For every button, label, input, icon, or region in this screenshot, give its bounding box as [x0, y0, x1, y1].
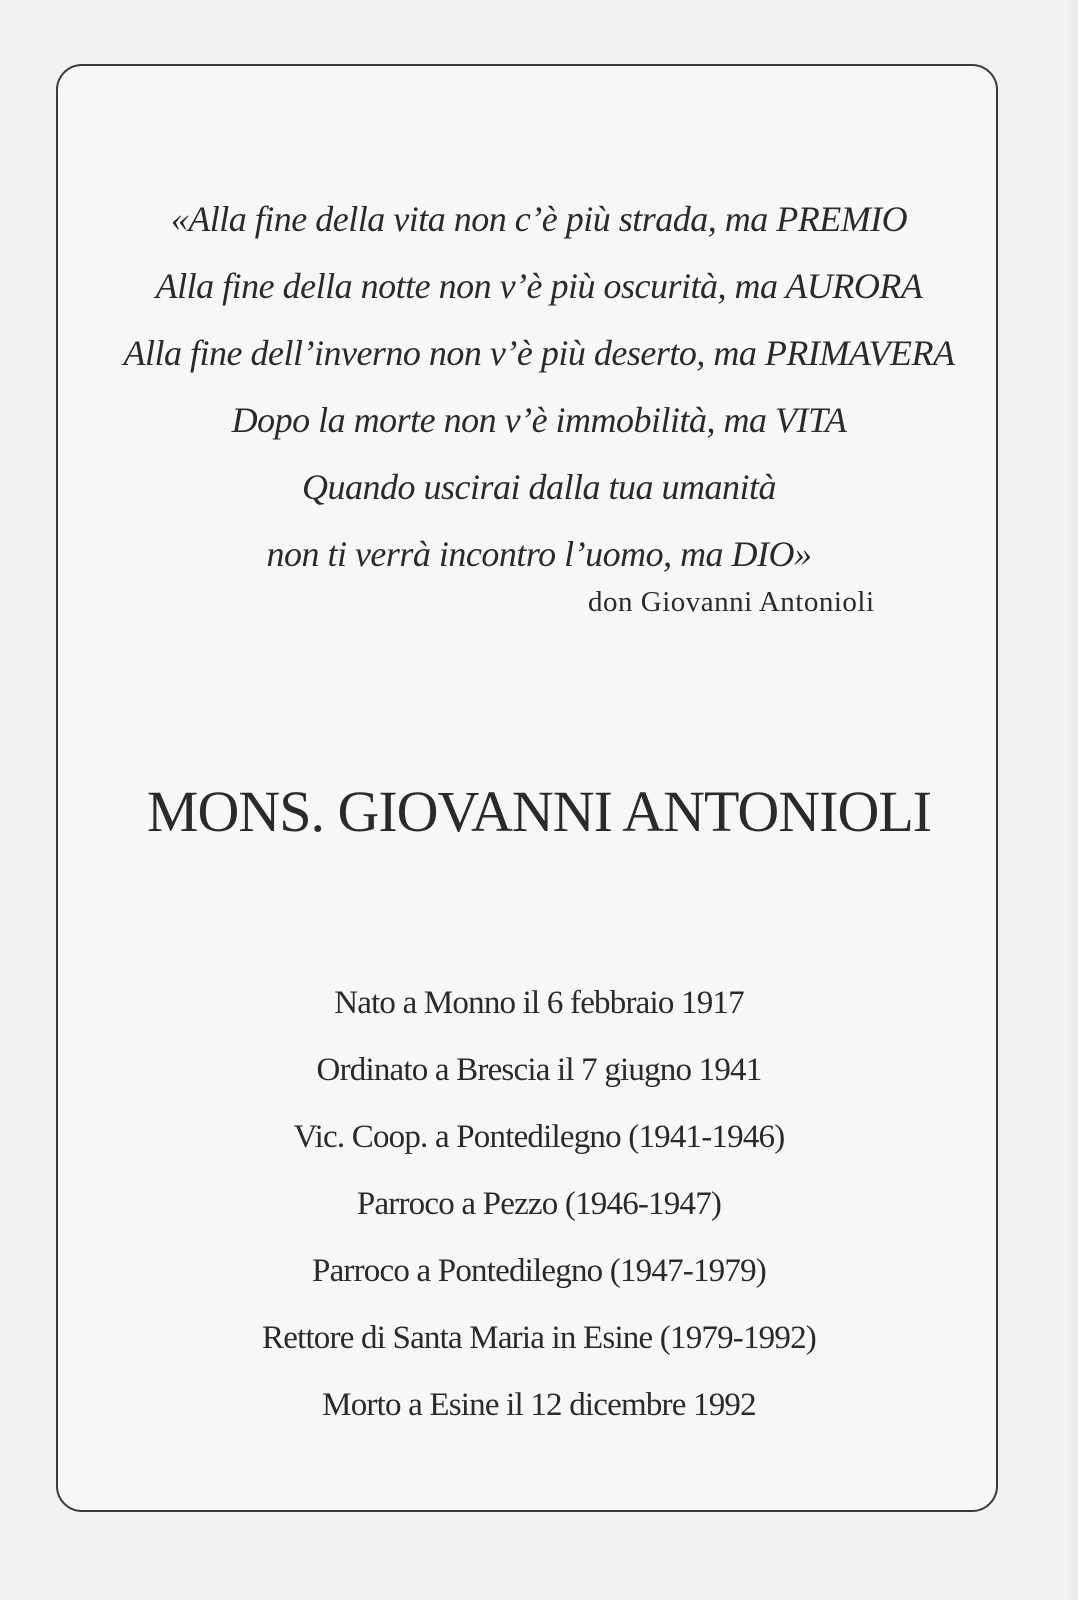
- quote-line-4: Dopo la morte non v’è immobilità, ma VITA: [231, 400, 847, 440]
- quote-block: [0, 186, 1078, 588]
- quote-line-5: Quando uscirai dalla tua umanità: [301, 467, 776, 507]
- biography-block: [0, 970, 1078, 1439]
- bio-line-ordination: Ordinato a Brescia il 7 giugno 1941: [316, 1052, 762, 1088]
- bio-line-vicar: Vic. Coop. a Pontedilegno (1941-1946): [293, 1119, 785, 1155]
- quote-line-1: «Alla fine della vita non c’è più strada, ma PREMIO: [170, 199, 908, 239]
- quote-line-2: Alla fine della notte non v’è più oscurità, ma AURORA: [155, 266, 923, 306]
- bio-line-parish-pontedilegno: Parroco a Pontedilegno (1947-1979): [312, 1253, 766, 1289]
- bio-line-death: Morto a Esine il 12 dicembre 1992: [322, 1387, 756, 1423]
- quote-author: don Giovanni Antonioli: [588, 586, 875, 618]
- bio-line-rector: Rettore di Santa Maria in Esine (1979-1992): [262, 1320, 816, 1356]
- quote-line-6: non ti verrà incontro l’uomo, ma DIO»: [266, 534, 812, 574]
- bio-line-birth: Nato a Monno il 6 febbraio 1917: [334, 985, 744, 1021]
- quote-line-3: Alla fine dell’inverno non v’è più deserto, ma PRIMAVERA: [123, 333, 955, 373]
- bio-line-parish-pezzo: Parroco a Pezzo (1946-1947): [356, 1186, 722, 1222]
- deceased-name-title: MONS. GIOVANNI ANTONIOLI: [146, 779, 932, 844]
